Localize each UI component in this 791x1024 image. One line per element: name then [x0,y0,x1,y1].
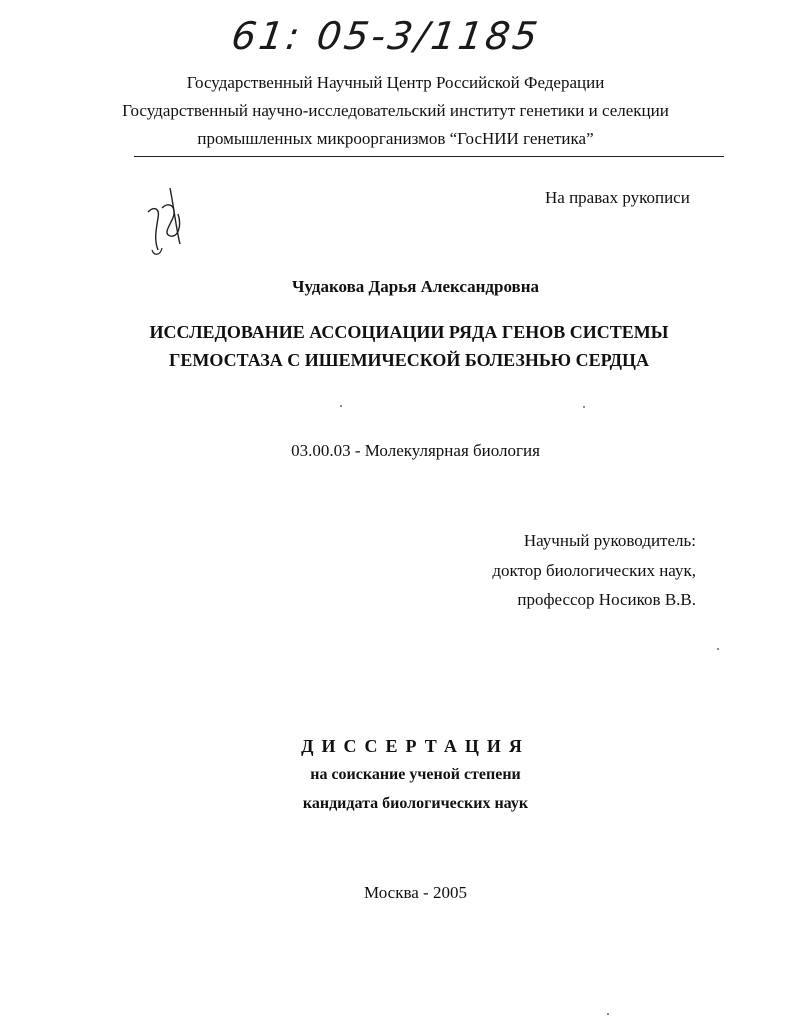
thesis-title-line-1: ИССЛЕДОВАНИЕ АССОЦИАЦИИ РЯДА ГЕНОВ СИСТЕМЫ [149,322,669,342]
signature-mark-icon [140,178,200,258]
author-name: Чудакова Дарья Александровна [291,277,540,296]
header-divider [134,156,724,157]
header-line-3: промышленных микроорганизмов “ГосНИИ генетика” [197,129,594,148]
header-line-1: Государственный Научный Центр Российской Федерации [186,73,605,92]
city-year: Москва - 2005 [364,883,467,902]
header-line-2: Государственный научно-исследовательский институт генетики и селекции [122,101,669,120]
scan-speck [583,406,585,408]
supervisor-label: Научный руководитель: [523,531,696,550]
rights-note: На правах рукописи [545,188,690,207]
scan-speck [607,1013,609,1015]
supervisor-degree: доктор биологических наук, [492,561,696,580]
degree-line-1: на соискание ученой степени [310,766,521,783]
scan-speck [717,648,719,650]
handwritten-catalog-number: 61: 05-3/1185 [228,14,544,58]
scan-speck [340,405,342,407]
dissertation-heading: ДИССЕРТАЦИЯ [301,736,530,756]
degree-line-2: кандидата биологических наук [302,795,529,812]
specialty-code: 03.00.03 - Молекулярная биология [291,441,540,460]
supervisor-name: профессор Носиков В.В. [517,590,696,609]
thesis-title-line-2: ГЕМОСТАЗА С ИШЕМИЧЕСКОЙ БОЛЕЗНЬЮ СЕРДЦА [168,350,650,370]
